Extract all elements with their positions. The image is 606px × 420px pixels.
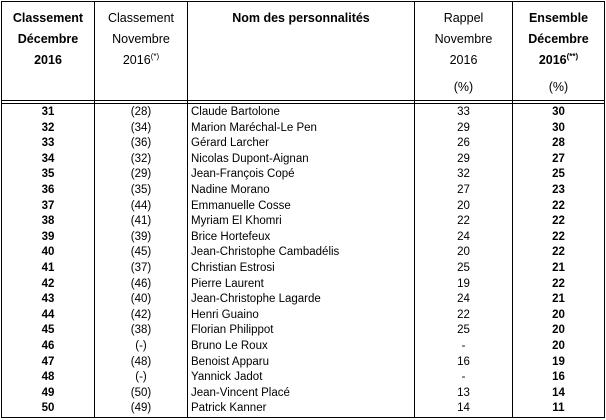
- header-name: [188, 8, 414, 29]
- december-value-cell: 22: [552, 277, 565, 290]
- header-line: Nom des personnalités: [232, 11, 370, 25]
- header-line: [513, 50, 604, 71]
- november-value-cell: 22: [457, 215, 470, 228]
- december-value-cell: 25: [552, 168, 565, 181]
- name-cell: Patrick Kanner: [191, 402, 267, 415]
- november-value-cell: 20: [457, 246, 470, 259]
- rank-cell: 45: [41, 324, 55, 337]
- november-value-cell: 24: [457, 230, 470, 243]
- table-row: [2, 370, 604, 386]
- rank-cell: 42: [41, 277, 55, 290]
- rank-cell: 39: [41, 230, 55, 243]
- header-line: Ensemble: [528, 11, 589, 25]
- november-value-cell: 32: [457, 168, 470, 181]
- table-row: [2, 308, 604, 324]
- rank-cell: 38: [41, 215, 55, 228]
- header-december-total: [513, 8, 604, 98]
- name-cell: Florian Philippot: [191, 324, 274, 337]
- name-cell: Pierre Laurent: [191, 277, 264, 290]
- december-value-cell: 16: [552, 371, 565, 384]
- rank-cell: 33: [41, 137, 55, 150]
- name-cell: Jean-François Copé: [191, 168, 295, 181]
- rank-cell: 50: [41, 402, 55, 415]
- december-value-cell: 20: [552, 324, 565, 337]
- table-header: [2, 2, 604, 100]
- name-cell: Jean-Christophe Cambadélis: [191, 246, 340, 259]
- rank-cell: 41: [41, 261, 55, 274]
- rank-cell: 44: [41, 308, 55, 321]
- table-row: [2, 167, 604, 183]
- name-cell: Myriam El Khomri: [191, 215, 282, 228]
- rank-cell: 35: [41, 168, 55, 181]
- name-cell: Bruno Le Roux: [191, 339, 268, 352]
- previous-rank-cell: (48): [130, 355, 152, 368]
- header-line: 2016: [449, 53, 478, 67]
- footnote-marker: (*): [150, 51, 160, 61]
- december-value-cell: 27: [552, 152, 565, 165]
- november-value-cell: 26: [457, 137, 470, 150]
- previous-rank-cell: (34): [130, 121, 152, 134]
- header-year: 2016: [122, 53, 151, 67]
- november-value-cell: 29: [457, 121, 470, 134]
- name-cell: Benoist Apparu: [191, 355, 270, 368]
- rank-cell: 43: [41, 293, 55, 306]
- previous-rank-cell: (44): [130, 199, 152, 212]
- name-cell: Emmanuelle Cosse: [191, 199, 291, 212]
- table-row: [2, 121, 604, 137]
- november-value-cell: 20: [457, 199, 470, 212]
- table-row: [2, 401, 604, 417]
- rank-cell: 40: [41, 246, 55, 259]
- december-value-cell: 23: [552, 183, 565, 196]
- header-unit: (%): [453, 80, 474, 94]
- december-value-cell: 20: [552, 308, 565, 321]
- november-value-cell: 25: [457, 261, 470, 274]
- name-cell: Henri Guaino: [191, 308, 259, 321]
- november-value-cell: 25: [457, 324, 470, 337]
- table-row: [2, 339, 604, 355]
- rank-cell: 37: [41, 199, 55, 212]
- rank-cell: 31: [41, 106, 55, 118]
- header-year: 2016: [538, 53, 567, 67]
- december-value-cell: 22: [552, 215, 565, 228]
- november-value-cell: -: [461, 371, 466, 384]
- name-cell: Marion Maréchal-Le Pen: [191, 121, 317, 134]
- header-line: Rappel: [443, 11, 484, 25]
- header-line: [95, 50, 187, 71]
- previous-rank-cell: (-): [135, 371, 147, 384]
- table-row: [2, 245, 604, 261]
- header-unit: (%): [548, 80, 569, 94]
- name-cell: Christian Estrosi: [191, 261, 275, 274]
- table-row: [2, 183, 604, 199]
- november-value-cell: 24: [457, 293, 470, 306]
- december-value-cell: 21: [552, 293, 565, 306]
- table-row: [2, 277, 604, 293]
- previous-rank-cell: (45): [130, 246, 152, 259]
- header-rank-december: [2, 8, 94, 71]
- ranking-table: [1, 1, 605, 418]
- name-cell: Jean-Vincent Placé: [191, 386, 290, 399]
- november-value-cell: 22: [457, 308, 470, 321]
- december-value-cell: 22: [552, 230, 565, 243]
- header-line: Décembre: [528, 32, 589, 46]
- december-value-cell: 14: [552, 386, 565, 399]
- table-row: [2, 199, 604, 215]
- header-november-reminder: [415, 8, 512, 98]
- previous-rank-cell: (28): [130, 106, 152, 118]
- november-value-cell: 13: [457, 386, 470, 399]
- name-cell: Brice Hortefeux: [191, 230, 271, 243]
- table-row: [2, 214, 604, 230]
- header-line: Classement: [12, 11, 84, 25]
- table-row: [2, 355, 604, 371]
- december-value-cell: 30: [552, 121, 565, 134]
- header-line: Décembre: [17, 32, 79, 46]
- table-row: [2, 136, 604, 152]
- december-value-cell: 30: [552, 106, 565, 118]
- rank-cell: 47: [41, 355, 55, 368]
- december-value-cell: 19: [552, 355, 565, 368]
- header-rank-november: [95, 8, 187, 71]
- november-value-cell: -: [461, 339, 466, 352]
- november-value-cell: 16: [457, 355, 470, 368]
- november-value-cell: 19: [457, 277, 470, 290]
- header-line: 2016: [34, 53, 62, 67]
- previous-rank-cell: (41): [130, 215, 152, 228]
- table-row: [2, 261, 604, 277]
- table-row: [2, 105, 604, 121]
- table-row: [2, 152, 604, 168]
- previous-rank-cell: (46): [130, 277, 152, 290]
- previous-rank-cell: (-): [135, 339, 147, 352]
- previous-rank-cell: (36): [130, 137, 152, 150]
- header-line: Novembre: [112, 32, 170, 46]
- name-cell: Nadine Morano: [191, 183, 270, 196]
- name-cell: Claude Bartolone: [191, 106, 280, 118]
- table-body: [2, 105, 604, 417]
- header-separator: [2, 100, 604, 104]
- rank-cell: 36: [41, 183, 55, 196]
- previous-rank-cell: (32): [130, 152, 152, 165]
- december-value-cell: 28: [552, 137, 565, 150]
- previous-rank-cell: (42): [130, 308, 152, 321]
- name-cell: Jean-Christophe Lagarde: [191, 293, 321, 306]
- previous-rank-cell: (35): [130, 183, 152, 196]
- december-value-cell: 22: [552, 199, 565, 212]
- november-value-cell: 33: [457, 106, 470, 118]
- previous-rank-cell: (37): [130, 261, 152, 274]
- november-value-cell: 14: [457, 402, 470, 415]
- previous-rank-cell: (29): [130, 168, 152, 181]
- previous-rank-cell: (40): [130, 293, 152, 306]
- table-row: [2, 386, 604, 402]
- december-value-cell: 11: [552, 402, 565, 415]
- rank-cell: 32: [41, 121, 55, 134]
- footnote-marker: (**): [566, 51, 579, 61]
- november-value-cell: 27: [457, 183, 470, 196]
- rank-cell: 46: [41, 339, 55, 352]
- december-value-cell: 22: [552, 246, 565, 259]
- header-line: Classement: [108, 11, 174, 25]
- header-line: Novembre: [434, 32, 493, 46]
- name-cell: Nicolas Dupont-Aignan: [191, 152, 309, 165]
- previous-rank-cell: (49): [130, 402, 152, 415]
- table-row: [2, 323, 604, 339]
- rank-cell: 49: [41, 386, 55, 399]
- december-value-cell: 20: [552, 339, 565, 352]
- previous-rank-cell: (50): [130, 386, 152, 399]
- name-cell: Yannick Jadot: [191, 371, 263, 384]
- table-row: [2, 230, 604, 246]
- previous-rank-cell: (39): [130, 230, 152, 243]
- rank-cell: 34: [41, 152, 55, 165]
- previous-rank-cell: (38): [130, 324, 152, 337]
- name-cell: Gérard Larcher: [191, 137, 269, 150]
- table-row: [2, 292, 604, 308]
- november-value-cell: 29: [457, 152, 470, 165]
- rank-cell: 48: [41, 371, 55, 384]
- december-value-cell: 21: [552, 261, 565, 274]
